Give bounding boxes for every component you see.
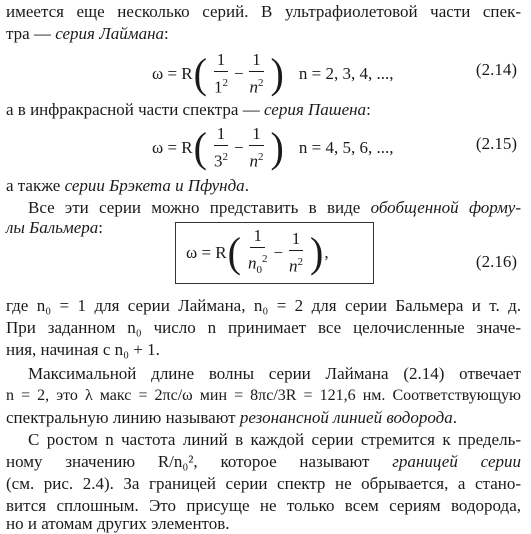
left-paren: ( bbox=[227, 228, 241, 277]
numerator: 1 bbox=[249, 51, 264, 72]
den-base: n bbox=[249, 77, 259, 97]
equation-number: (2.16) bbox=[475, 252, 517, 271]
formula-condition: n = 4, 5, 6, ..., bbox=[298, 138, 394, 157]
den-exponent: 2 bbox=[258, 151, 264, 164]
formula-lhs: ω = R bbox=[152, 138, 193, 157]
den-subscript: 0 bbox=[256, 264, 262, 277]
text-span: . bbox=[244, 176, 249, 195]
text-line-4 bbox=[6, 176, 521, 196]
den-base: n bbox=[247, 253, 257, 273]
text-span: ному значению R/n₀², которое называют bbox=[6, 452, 393, 471]
text-line-13: С ростом n частота линий в каждой серии стремится к предель- bbox=[28, 430, 521, 449]
left-paren: ( bbox=[193, 49, 207, 98]
fraction bbox=[247, 125, 267, 171]
text-span: а также bbox=[6, 176, 65, 195]
emphasis-balmer: лы Бальмера bbox=[6, 218, 99, 237]
text-line-11: n = 2, это λ макс = 2πc/ω мин = 8πc/3R = 121,6 нм. Соответствующую bbox=[6, 387, 521, 404]
emphasis-paschen-series: серия Пашена bbox=[263, 100, 367, 119]
text-line-8: При заданном n₀ число n принимает все целочисленные значе- bbox=[6, 318, 521, 337]
formula-condition: n = 2, 3, 4, ..., bbox=[298, 64, 394, 83]
formula-lhs: ω = R bbox=[186, 243, 227, 262]
emphasis-lyman-series: серия Лаймана bbox=[55, 24, 165, 43]
den-exponent: 2 bbox=[297, 256, 304, 269]
formula-2-16 bbox=[186, 225, 329, 278]
numerator: 1 bbox=[214, 51, 229, 72]
fraction bbox=[286, 230, 306, 276]
text-line-12 bbox=[6, 408, 521, 428]
formula-lhs: ω = R bbox=[152, 64, 193, 83]
text-line-7: где n₀ = 1 для серии Лаймана, n₀ = 2 для серии Бальмера и т. д. bbox=[6, 296, 521, 315]
den-exponent: 2 bbox=[222, 151, 228, 164]
text-line-3 bbox=[6, 100, 521, 120]
formula-condition: , bbox=[324, 243, 329, 262]
text-span: : bbox=[366, 100, 371, 119]
denominator bbox=[247, 72, 267, 97]
minus-sign: − bbox=[233, 64, 244, 83]
text-line-10: Максимальной длине волны серии Лаймана (2.14) отвечает bbox=[28, 364, 521, 383]
formula-2-14 bbox=[152, 50, 393, 98]
den-exponent: 2 bbox=[258, 77, 264, 90]
text-line-15: (см. рис. 2.4). За границей серии спектр не обрывается, а стано- bbox=[6, 474, 521, 493]
text-line-5 bbox=[28, 198, 521, 218]
right-paren: ) bbox=[270, 49, 284, 98]
text-line-2 bbox=[6, 24, 521, 44]
text-line-14 bbox=[6, 452, 521, 472]
text-line-9: ния, начиная с n₀ + 1. bbox=[6, 340, 160, 359]
den-base: 3 bbox=[213, 151, 223, 171]
equation-number: (2.14) bbox=[475, 60, 517, 79]
text-span: : bbox=[164, 24, 169, 43]
equation-number: (2.15) bbox=[475, 134, 517, 153]
left-paren: ( bbox=[193, 123, 207, 172]
denominator bbox=[211, 146, 231, 171]
text-span: . bbox=[452, 408, 457, 427]
text-line-17: но и атомам других элементов. bbox=[6, 514, 230, 533]
denominator bbox=[245, 248, 271, 279]
den-base: 1 bbox=[213, 77, 223, 97]
text-span: а в инфракрасной части спектра — bbox=[6, 100, 264, 119]
numerator: 1 bbox=[250, 227, 265, 248]
formula-2-15 bbox=[152, 124, 393, 172]
emphasis-resonance-line: резонансной линией водорода bbox=[239, 408, 453, 427]
numerator: 1 bbox=[249, 125, 264, 146]
emphasis-series-limit: границей серии bbox=[392, 452, 521, 471]
numerator: 1 bbox=[289, 230, 304, 251]
numerator: 1 bbox=[214, 125, 229, 146]
den-exponent: 2 bbox=[222, 77, 228, 90]
den-base: n bbox=[249, 151, 259, 171]
minus-sign: − bbox=[273, 243, 284, 262]
denominator bbox=[211, 72, 231, 97]
emphasis-brackett-pfund: серии Брэкета и Пфунда bbox=[64, 176, 245, 195]
text-span: Все эти серии можно представить в виде bbox=[28, 198, 371, 217]
text-span: спектральную линию называют bbox=[6, 408, 240, 427]
fraction bbox=[247, 51, 267, 97]
fraction bbox=[245, 227, 271, 279]
denominator bbox=[286, 251, 306, 276]
fraction bbox=[211, 51, 231, 97]
emphasis-generalized-formula: обобщенной форму- bbox=[370, 198, 521, 217]
minus-sign: − bbox=[233, 138, 244, 157]
den-base: n bbox=[289, 256, 298, 276]
text-span: : bbox=[98, 218, 103, 237]
right-paren: ) bbox=[310, 228, 324, 277]
text-line-1: имеется еще несколько серий. В ультрафиолетовой части спек- bbox=[6, 2, 521, 21]
den-exponent: 2 bbox=[261, 252, 268, 265]
denominator bbox=[247, 146, 267, 171]
fraction bbox=[211, 125, 231, 171]
text-line-16: вится сплошным. Это присуще не только всем сериям водорода, bbox=[6, 496, 521, 515]
text-span: тра — bbox=[6, 24, 56, 43]
right-paren: ) bbox=[270, 123, 284, 172]
